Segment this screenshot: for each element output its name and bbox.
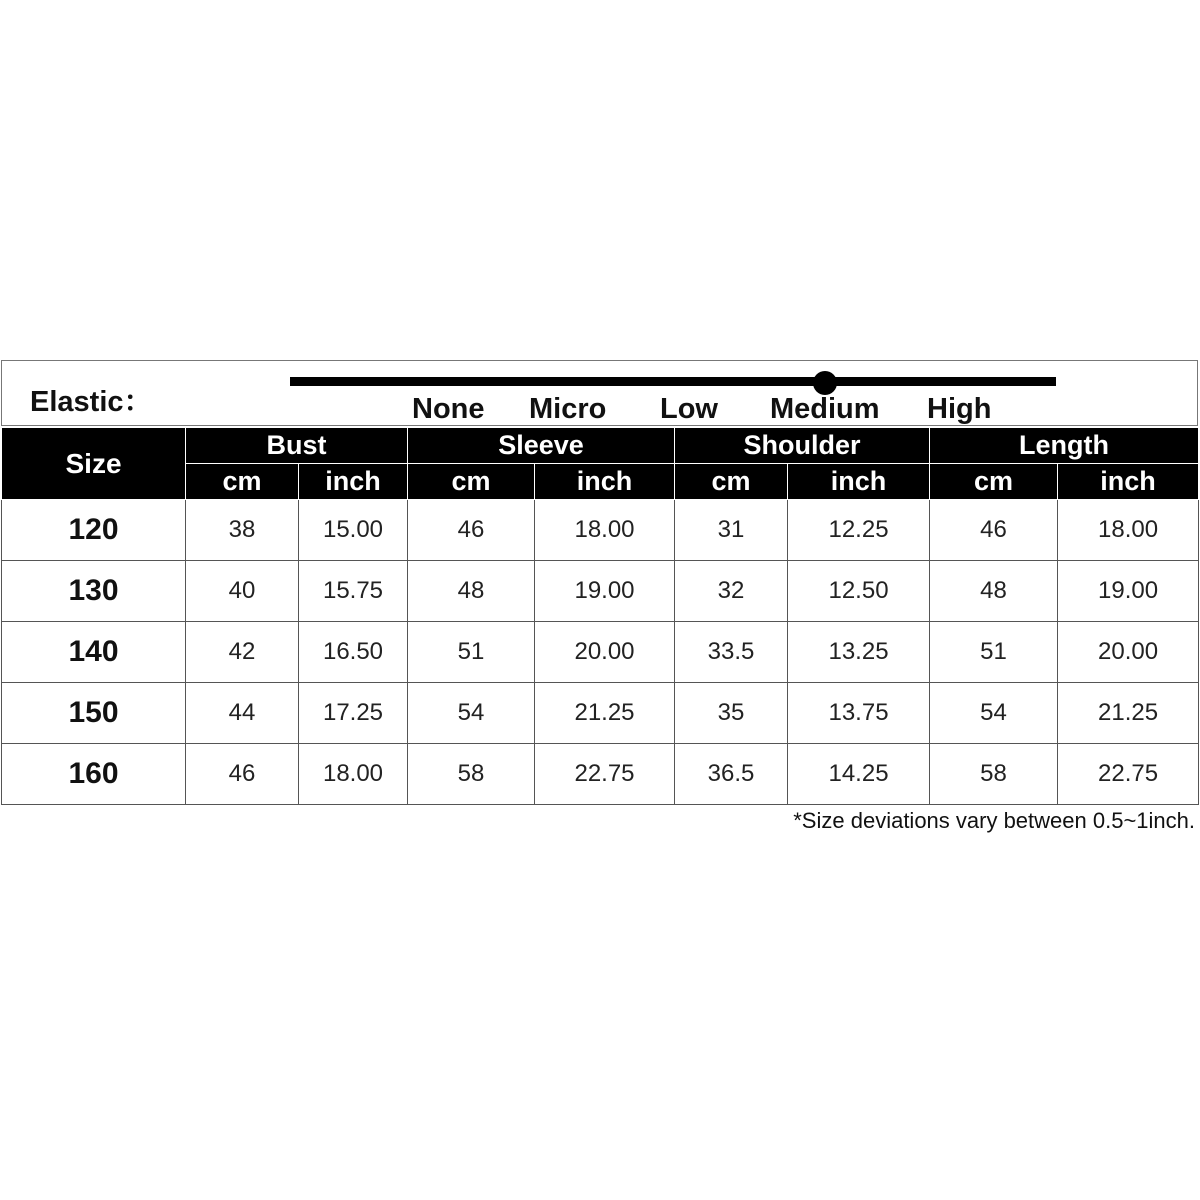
table-cell: 13.25 [788, 622, 930, 683]
shoulder-header: Shoulder [675, 428, 930, 464]
table-cell: 58 [408, 744, 535, 805]
size-cell: 160 [2, 744, 186, 805]
elastic-scale [1, 360, 1198, 426]
table-cell: 46 [186, 744, 299, 805]
table-cell: 44 [186, 683, 299, 744]
table-cell: 20.00 [535, 622, 675, 683]
size-header: Size [2, 428, 186, 500]
elastic-level-medium: Medium [770, 393, 880, 425]
table-row [2, 561, 1199, 622]
table-cell: 31 [675, 500, 788, 561]
unit-header: inch [535, 464, 675, 500]
table-cell: 18.00 [299, 744, 408, 805]
table-cell: 54 [930, 683, 1058, 744]
unit-header: inch [788, 464, 930, 500]
size-cell: 130 [2, 561, 186, 622]
table-cell: 19.00 [535, 561, 675, 622]
size-cell: 140 [2, 622, 186, 683]
elastic-level-none: None [412, 393, 485, 425]
table-cell: 13.75 [788, 683, 930, 744]
table-cell: 35 [675, 683, 788, 744]
table-cell: 58 [930, 744, 1058, 805]
table-cell: 32 [675, 561, 788, 622]
elastic-level-micro: Micro [529, 393, 607, 425]
size-cell: 150 [2, 683, 186, 744]
elastic-label: Elastic： [30, 386, 153, 418]
table-cell: 18.00 [535, 500, 675, 561]
table-row [2, 500, 1199, 561]
table-cell: 14.25 [788, 744, 930, 805]
size-cell: 120 [2, 500, 186, 561]
table-cell: 21.25 [1058, 683, 1199, 744]
table-cell: 48 [408, 561, 535, 622]
table-cell: 38 [186, 500, 299, 561]
table-cell: 12.50 [788, 561, 930, 622]
table-cell: 16.50 [299, 622, 408, 683]
elastic-level-high: High [927, 393, 992, 425]
table-cell: 20.00 [1058, 622, 1199, 683]
elastic-level-low: Low [660, 393, 718, 425]
elastic-track [290, 377, 1056, 386]
table-cell: 22.75 [535, 744, 675, 805]
table-cell: 33.5 [675, 622, 788, 683]
table-cell: 15.75 [299, 561, 408, 622]
table-cell: 46 [408, 500, 535, 561]
size-chart-table [1, 427, 1199, 805]
unit-header: cm [408, 464, 535, 500]
table-cell: 15.00 [299, 500, 408, 561]
length-header: Length [930, 428, 1199, 464]
table-row [2, 744, 1199, 805]
table-cell: 46 [930, 500, 1058, 561]
table-cell: 51 [930, 622, 1058, 683]
table-cell: 21.25 [535, 683, 675, 744]
bust-header: Bust [186, 428, 408, 464]
table-cell: 40 [186, 561, 299, 622]
table-cell: 12.25 [788, 500, 930, 561]
size-deviation-note: *Size deviations vary between 0.5~1inch. [793, 808, 1195, 833]
unit-header: cm [675, 464, 788, 500]
table-cell: 48 [930, 561, 1058, 622]
table-cell: 22.75 [1058, 744, 1199, 805]
table-cell: 17.25 [299, 683, 408, 744]
elastic-indicator [813, 371, 837, 395]
sleeve-header: Sleeve [408, 428, 675, 464]
table-cell: 36.5 [675, 744, 788, 805]
table-row [2, 683, 1199, 744]
table-cell: 42 [186, 622, 299, 683]
unit-header: inch [299, 464, 408, 500]
table-cell: 18.00 [1058, 500, 1199, 561]
table-cell: 19.00 [1058, 561, 1199, 622]
table-row [2, 622, 1199, 683]
unit-header: cm [186, 464, 299, 500]
unit-header: cm [930, 464, 1058, 500]
table-cell: 51 [408, 622, 535, 683]
unit-header: inch [1058, 464, 1199, 500]
table-cell: 54 [408, 683, 535, 744]
